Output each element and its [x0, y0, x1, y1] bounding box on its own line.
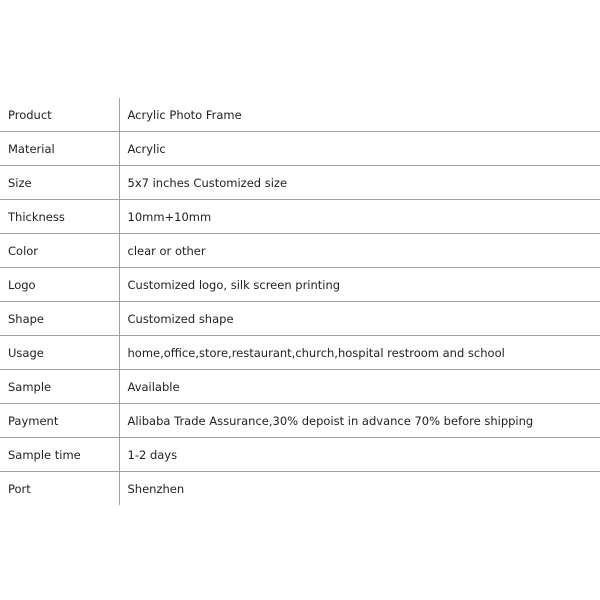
table-row-sample — [0, 370, 600, 404]
row-label: Payment — [0, 404, 119, 438]
row-label: Product — [0, 98, 119, 132]
row-label: Material — [0, 132, 119, 166]
row-label: Thickness — [0, 200, 119, 234]
row-label: Sample time — [0, 438, 119, 472]
row-label: Size — [0, 166, 119, 200]
row-value: Shenzhen — [127, 481, 185, 496]
row-value: Acrylic Photo Frame — [119, 98, 600, 132]
table-row-color — [0, 234, 600, 268]
row-label: Usage — [0, 336, 119, 370]
row-value: Available — [119, 370, 600, 404]
product-spec-table — [0, 98, 600, 505]
table-row-product — [0, 98, 600, 132]
row-label: Port — [0, 472, 119, 506]
row-value: Alibaba Trade Assurance,30% depoist in advance 70% before shipping — [119, 404, 600, 438]
row-value: 1-2 days — [119, 438, 600, 472]
table-row-material — [0, 132, 600, 166]
table-row-shape — [0, 302, 600, 336]
table-row-payment — [0, 404, 600, 438]
row-value: 10mm+10mm — [119, 200, 600, 234]
row-value: clear or other — [119, 234, 600, 268]
row-label: Color — [0, 234, 119, 268]
table-row-sample-time — [0, 438, 600, 472]
table-row-logo — [0, 268, 600, 302]
row-value: Acrylic — [119, 132, 600, 166]
row-label: Sample — [0, 370, 119, 404]
table-row-size — [0, 166, 600, 200]
row-value: 5x7 inches Customized size — [119, 166, 600, 200]
row-value: Customized logo, silk screen printing — [119, 268, 600, 302]
row-value: Customized shape — [119, 302, 600, 336]
row-label: Logo — [0, 268, 119, 302]
table-row-thickness — [0, 200, 600, 234]
row-label: Shape — [0, 302, 119, 336]
row-value: home,office,store,restaurant,church,hospital restroom and school — [119, 336, 600, 370]
table-row-port — [0, 472, 600, 506]
table-row-usage — [0, 336, 600, 370]
